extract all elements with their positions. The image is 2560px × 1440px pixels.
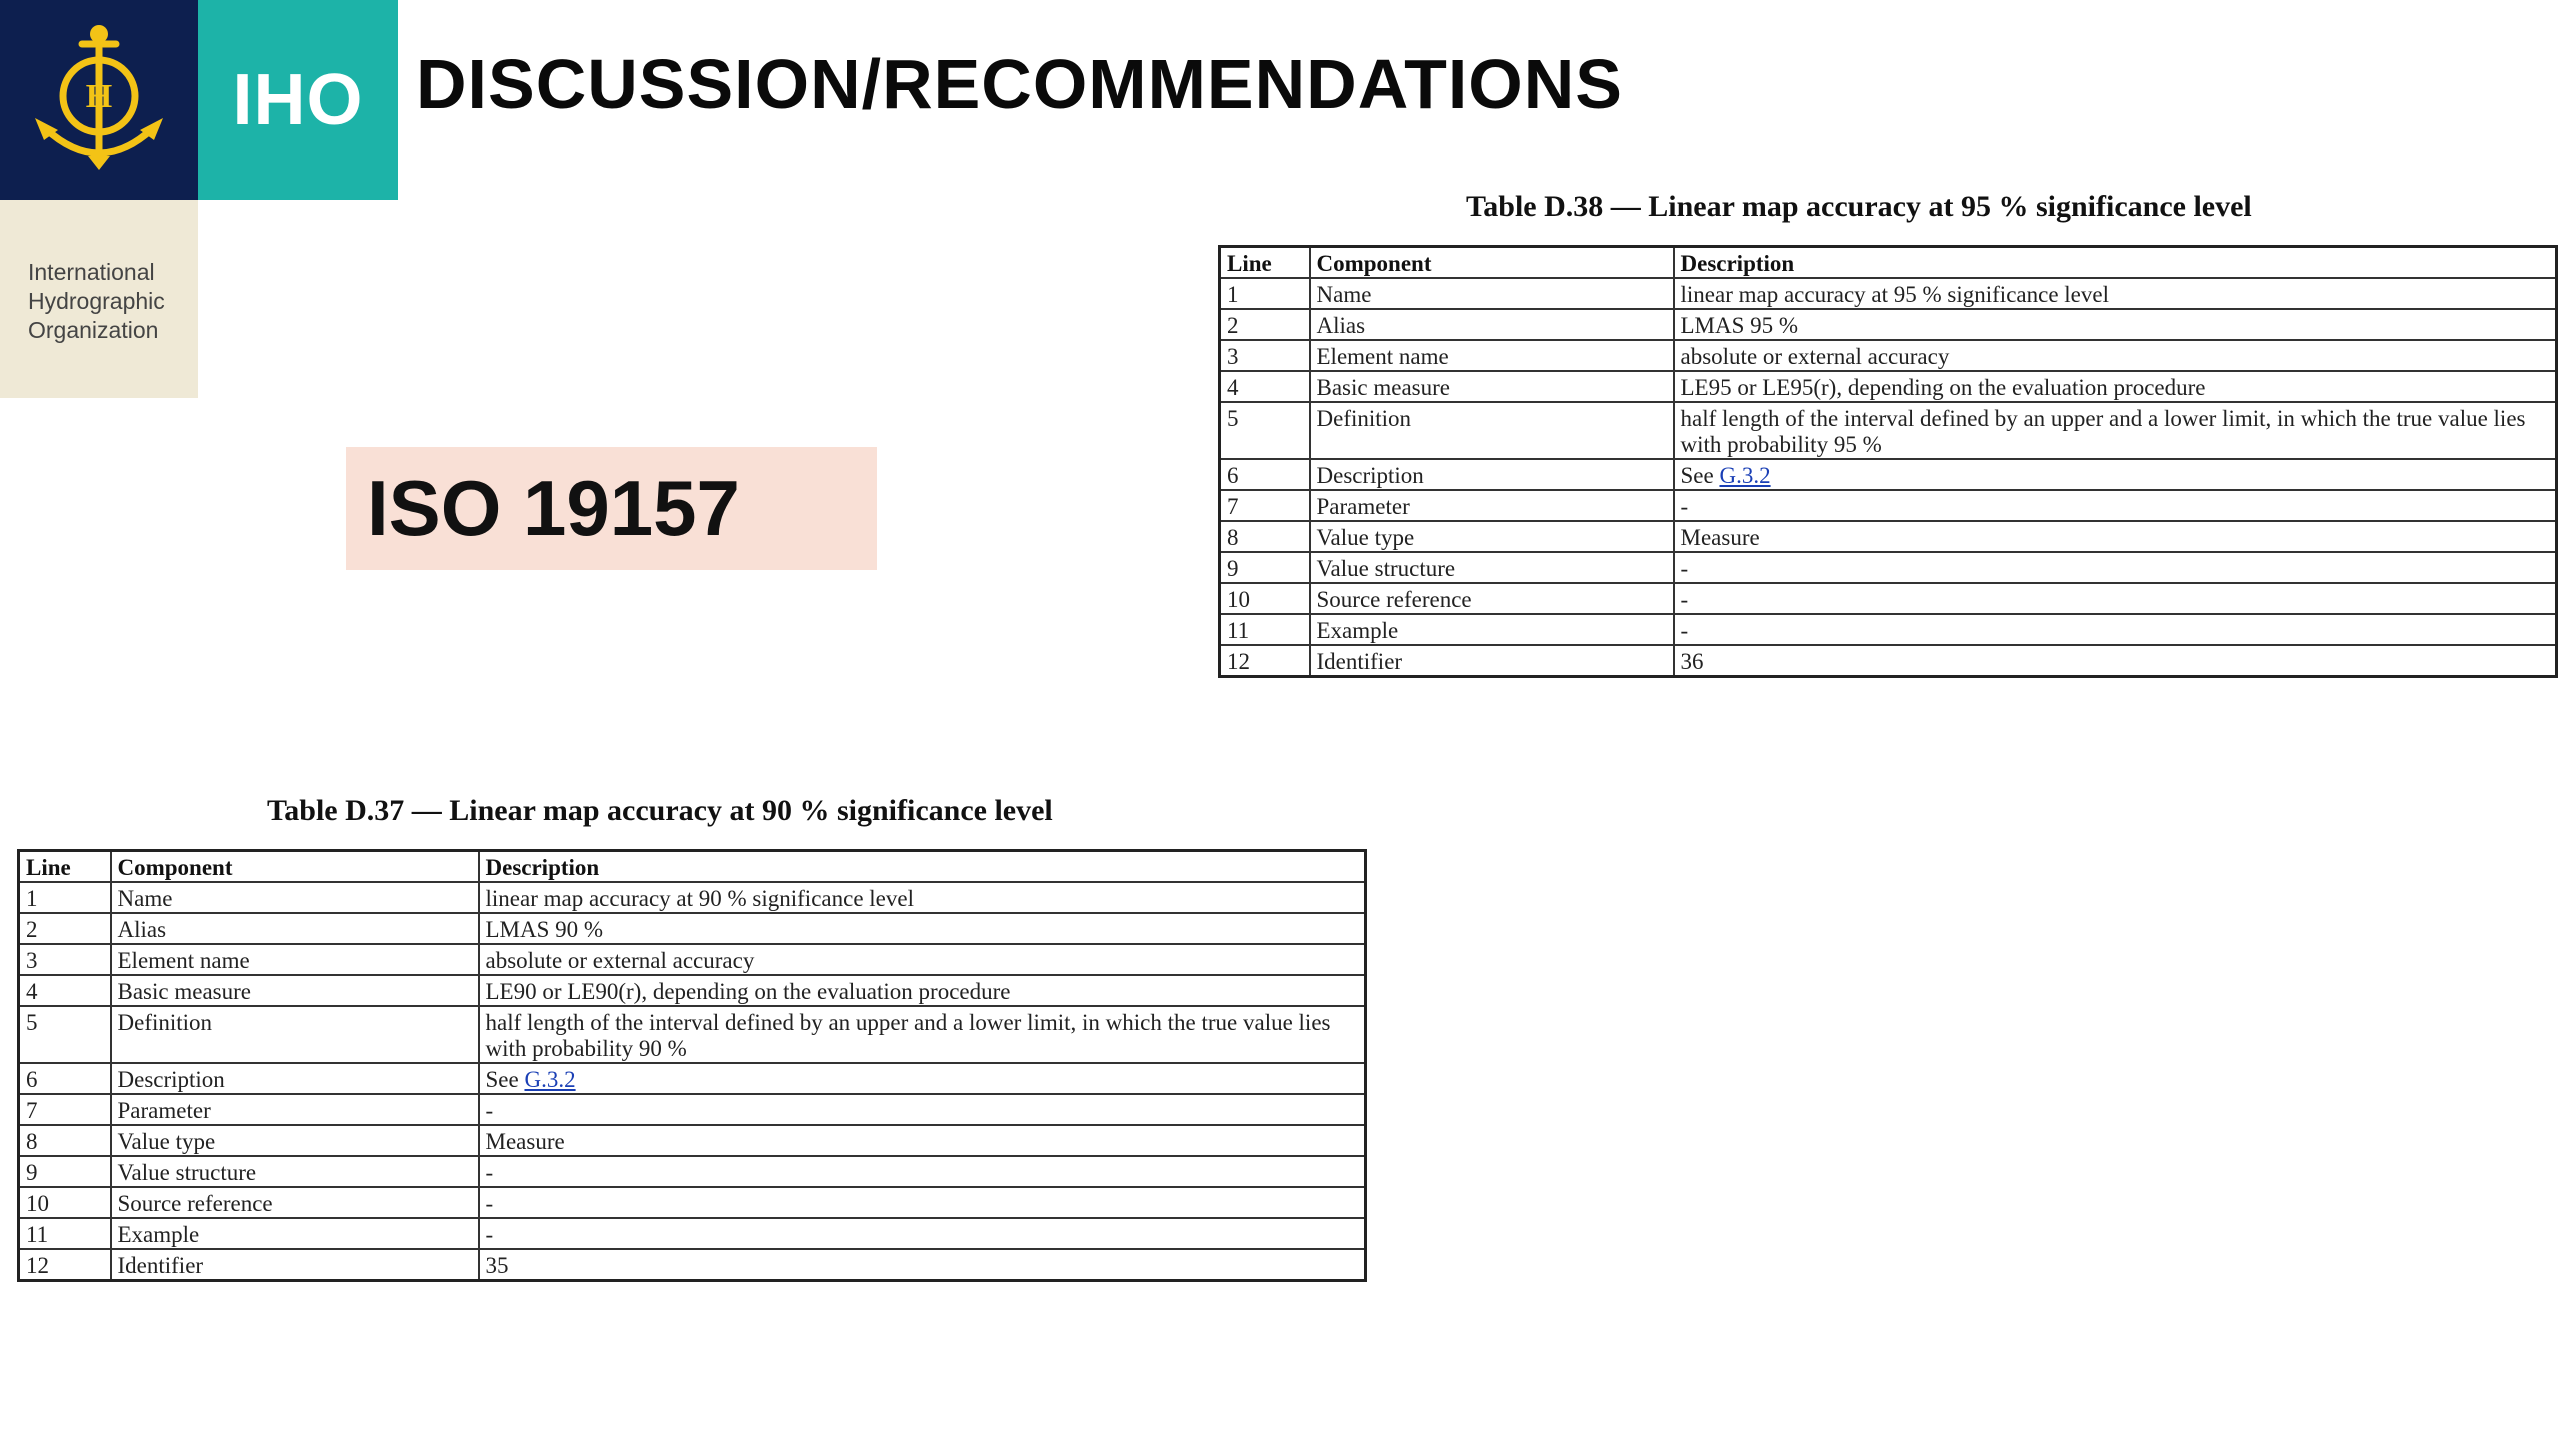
line-cell: 7 <box>19 1094 111 1125</box>
description-cell: - <box>1674 552 2557 583</box>
component-cell: Definition <box>1310 402 1674 459</box>
description-cell: - <box>479 1187 1366 1218</box>
line-cell: 4 <box>1220 371 1310 402</box>
table-d37-caption: Table D.37 — Linear map accuracy at 90 % significance level <box>267 794 1053 827</box>
column-header: Line <box>1220 247 1310 279</box>
description-prefix: See <box>1680 463 1720 488</box>
line-cell: 4 <box>19 975 111 1006</box>
column-header: Line <box>19 851 111 883</box>
table-row <box>1220 490 2557 521</box>
table-d38 <box>1218 245 2558 678</box>
component-cell: Definition <box>111 1006 479 1063</box>
description-cell: LMAS 95 % <box>1674 309 2557 340</box>
description-cell: linear map accuracy at 95 % significance level <box>1674 278 2557 309</box>
description-cell: absolute or external accuracy <box>479 944 1366 975</box>
description-cell: LE90 or LE90(r), depending on the evaluation procedure <box>479 975 1366 1006</box>
table-row <box>1220 371 2557 402</box>
org-name-line: International <box>28 259 155 285</box>
component-cell: Element name <box>111 944 479 975</box>
description-cell: - <box>1674 490 2557 521</box>
description-cell: LMAS 90 % <box>479 913 1366 944</box>
table-header-row <box>1220 247 2557 279</box>
table-row <box>19 1218 1366 1249</box>
description-cell: linear map accuracy at 90 % significance level <box>479 882 1366 913</box>
line-cell: 9 <box>1220 552 1310 583</box>
page-title: DISCUSSION/RECOMMENDATIONS <box>416 45 1623 123</box>
line-cell: 6 <box>19 1063 111 1094</box>
table-row <box>1220 278 2557 309</box>
description-cell: LE95 or LE95(r), depending on the evaluation procedure <box>1674 371 2557 402</box>
component-cell: Parameter <box>1310 490 1674 521</box>
component-cell: Identifier <box>1310 645 1674 677</box>
table-row <box>19 1063 1366 1094</box>
svg-text:H: H <box>85 78 113 115</box>
anchor-emblem-icon <box>0 0 198 200</box>
description-cell: - <box>1674 583 2557 614</box>
line-cell: 3 <box>19 944 111 975</box>
table-row <box>19 913 1366 944</box>
table-d37 <box>17 849 1367 1282</box>
table-row <box>1220 521 2557 552</box>
component-cell: Description <box>111 1063 479 1094</box>
component-cell: Source reference <box>1310 583 1674 614</box>
table-row <box>19 944 1366 975</box>
column-header: Description <box>479 851 1366 883</box>
line-cell: 9 <box>19 1156 111 1187</box>
table-row <box>1220 309 2557 340</box>
component-cell: Value type <box>111 1125 479 1156</box>
line-cell: 11 <box>1220 614 1310 645</box>
table-row <box>1220 614 2557 645</box>
cross-reference-link[interactable]: G.3.2 <box>1719 463 1771 488</box>
description-cell: - <box>479 1156 1366 1187</box>
description-cell: half length of the interval defined by an upper and a lower limit, in which the true value lies with probability 90 % <box>479 1006 1366 1063</box>
table-row <box>19 882 1366 913</box>
component-cell: Basic measure <box>1310 371 1674 402</box>
description-prefix: See <box>485 1067 525 1092</box>
table-header-row <box>19 851 1366 883</box>
line-cell: 8 <box>19 1125 111 1156</box>
description-cell: Measure <box>1674 521 2557 552</box>
description-cell: Measure <box>479 1125 1366 1156</box>
line-cell: 3 <box>1220 340 1310 371</box>
table-row <box>19 975 1366 1006</box>
component-cell: Value structure <box>1310 552 1674 583</box>
table-d38-caption: Table D.38 — Linear map accuracy at 95 % significance level <box>1466 190 2252 223</box>
line-cell: 1 <box>19 882 111 913</box>
component-cell: Value type <box>1310 521 1674 552</box>
component-cell: Basic measure <box>111 975 479 1006</box>
line-cell: 8 <box>1220 521 1310 552</box>
column-header: Description <box>1674 247 2557 279</box>
description-cell: half length of the interval defined by an upper and a lower limit, in which the true value lies with probability 95 % <box>1674 402 2557 459</box>
table-row <box>19 1156 1366 1187</box>
description-cell: - <box>479 1218 1366 1249</box>
iho-logo-text: IHO <box>232 60 364 140</box>
org-name-line: Organization <box>28 317 159 343</box>
table-row <box>1220 645 2557 677</box>
standard-label: ISO 19157 <box>367 464 740 552</box>
table-row <box>1220 552 2557 583</box>
component-cell: Element name <box>1310 340 1674 371</box>
table-row <box>19 1006 1366 1063</box>
component-cell: Example <box>1310 614 1674 645</box>
table-row <box>1220 459 2557 490</box>
line-cell: 10 <box>19 1187 111 1218</box>
line-cell: 12 <box>19 1249 111 1281</box>
table-row <box>19 1125 1366 1156</box>
description-cell <box>1674 459 2557 490</box>
iho-emblem-panel <box>0 0 198 200</box>
component-cell: Name <box>1310 278 1674 309</box>
description-cell: - <box>479 1094 1366 1125</box>
line-cell: 7 <box>1220 490 1310 521</box>
component-cell: Name <box>111 882 479 913</box>
component-cell: Alias <box>111 913 479 944</box>
column-header: Component <box>1310 247 1674 279</box>
component-cell: Value structure <box>111 1156 479 1187</box>
component-cell: Example <box>111 1218 479 1249</box>
table-row <box>19 1187 1366 1218</box>
component-cell: Alias <box>1310 309 1674 340</box>
cross-reference-link[interactable]: G.3.2 <box>524 1067 576 1092</box>
line-cell: 11 <box>19 1218 111 1249</box>
component-cell: Source reference <box>111 1187 479 1218</box>
line-cell: 5 <box>19 1006 111 1063</box>
table-row <box>1220 402 2557 459</box>
description-cell: 36 <box>1674 645 2557 677</box>
table-row <box>1220 583 2557 614</box>
line-cell: 2 <box>19 913 111 944</box>
table-row <box>19 1249 1366 1281</box>
standard-label-box <box>346 447 877 570</box>
description-cell: 35 <box>479 1249 1366 1281</box>
line-cell: 6 <box>1220 459 1310 490</box>
description-cell: absolute or external accuracy <box>1674 340 2557 371</box>
table-row <box>19 1094 1366 1125</box>
org-name <box>28 258 165 345</box>
line-cell: 2 <box>1220 309 1310 340</box>
component-cell: Description <box>1310 459 1674 490</box>
org-name-line: Hydrographic <box>28 288 165 314</box>
component-cell: Identifier <box>111 1249 479 1281</box>
column-header: Component <box>111 851 479 883</box>
description-cell <box>479 1063 1366 1094</box>
component-cell: Parameter <box>111 1094 479 1125</box>
iho-logo-text-panel <box>198 0 398 200</box>
line-cell: 10 <box>1220 583 1310 614</box>
table-row <box>1220 340 2557 371</box>
line-cell: 5 <box>1220 402 1310 459</box>
line-cell: 12 <box>1220 645 1310 677</box>
line-cell: 1 <box>1220 278 1310 309</box>
description-cell: - <box>1674 614 2557 645</box>
